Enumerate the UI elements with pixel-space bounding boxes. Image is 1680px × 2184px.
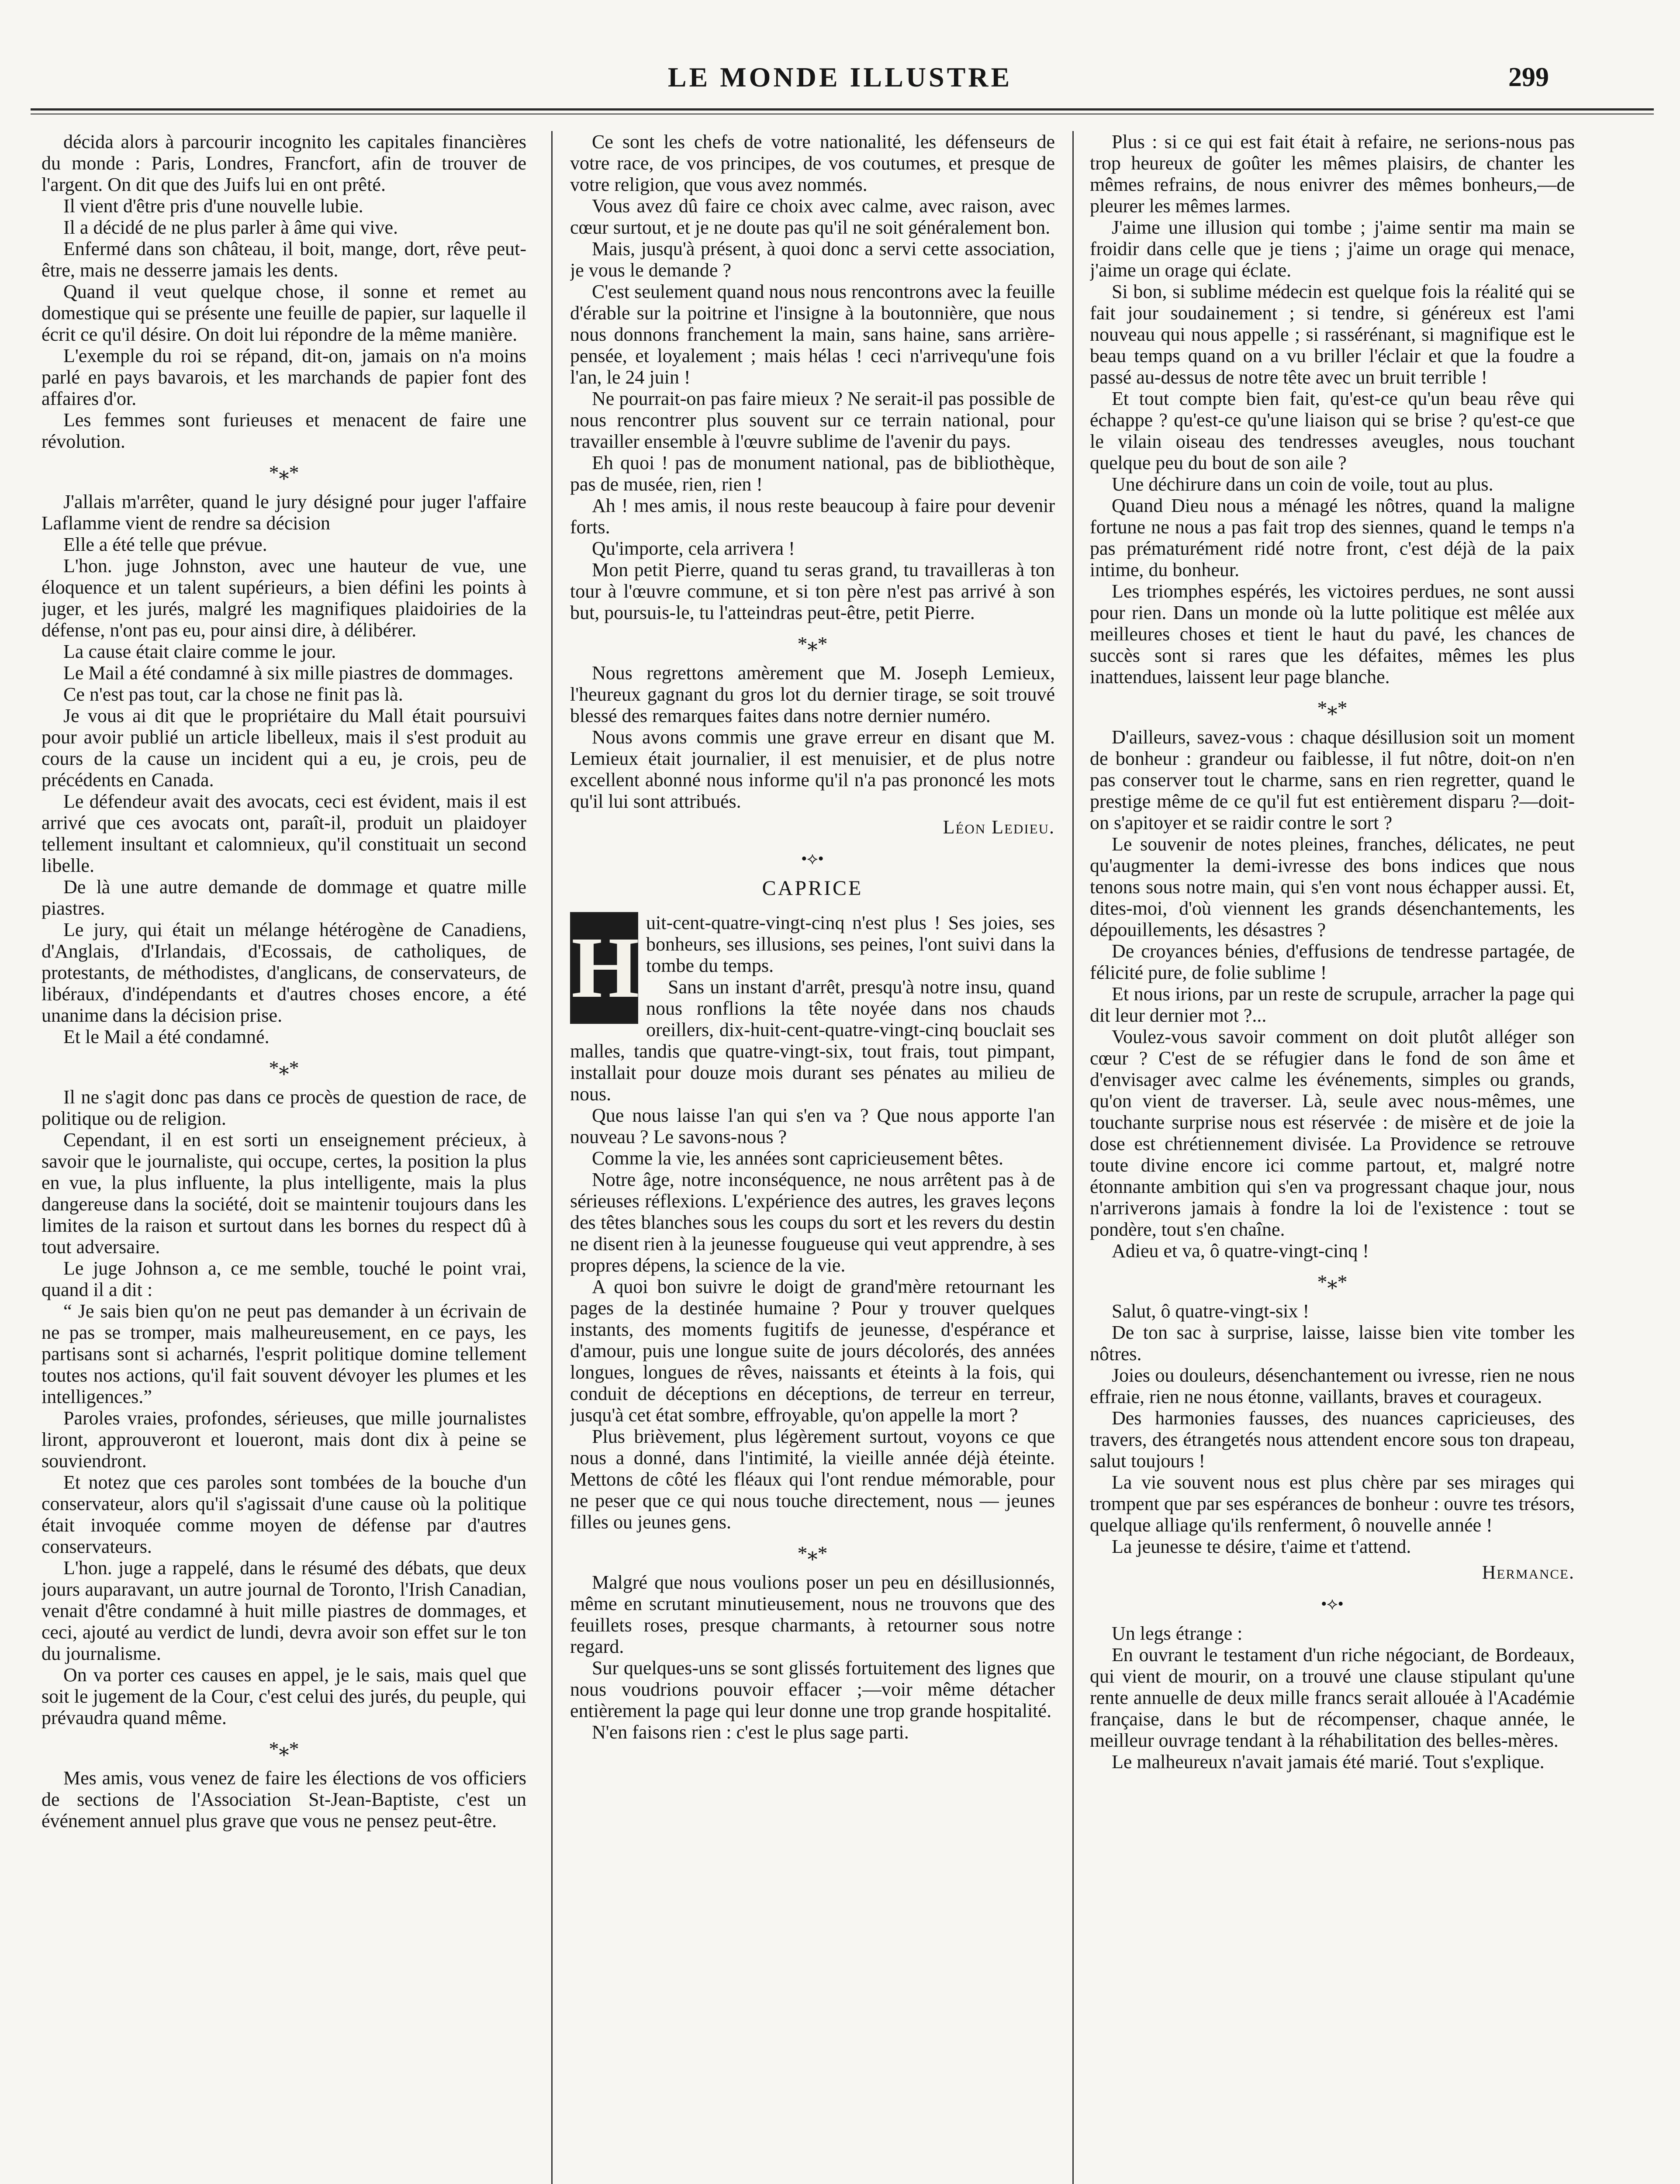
paragraph: Mais, jusqu'à présent, à quoi donc a servi cette association, je vous le demande ? [570, 238, 1055, 281]
paragraph: En ouvrant le testament d'un riche négociant, de Bordeaux, qui vient de mourir, on a trouvé une clause stipulant qu'une rente annuelle de deux mille francs serait allouée à l'Académie française, dans le but de récompenser, chaque année, le meilleur ouvrage tendant à la réhabilitation des belles-mères. [1090, 1644, 1575, 1751]
paragraph: Paroles vraies, profondes, sérieuses, que mille journalistes liront, approuveront et loueront, mais dont dix à peine se souviendront. [41, 1407, 526, 1472]
paragraph: La cause était claire comme le jour. [63, 641, 336, 662]
paragraph: Salut, ô quatre-vingt-six ! [1112, 1300, 1310, 1322]
column-1 [41, 131, 526, 2184]
column-2-chronicle [570, 131, 1055, 812]
paragraph: Voulez-vous savoir comment on doit plutôt alléger son cœur ? C'est de se réfugier dans le fond de son âme et d'envisager avec calme les événements, simples ou grands, qu'on vient de traverser. Là, seule avec nous-mêmes, une touchante surprise nous est réservée : de misère et de joie la dose est chrétiennement divisée. La Providence se retrouve toute divine encore ici comme partout, et, malgré notre étonnante ambition qui s'en va progressant chaque jour, nous n'arriverons jamais à fondre la loi de l'existence : tout se pondère, tout s'en chaîne. [1090, 1026, 1575, 1240]
paragraph: Le Mail a été condamné à six mille piastres de dommages. [63, 662, 514, 684]
paragraph: Quand il veut quelque chose, il sonne et remet au domestique qui se présente une feuille de papier, sur laquelle il écrit ce qu'il désire. On doit lui répondre de la même manière. [41, 281, 526, 345]
signature-leon-ledieu: Léon Ledieu. [943, 816, 1055, 838]
paragraph: Quand Dieu nous a ménagé les nôtres, quand la maligne fortune ne nous a pas fait trop des siennes, quand le temps n'a pas prématurément ridé notre front, c'est déjà de la paix intime, du bonheur. [1090, 495, 1575, 581]
asterism-separator: *⁎* [1317, 1271, 1348, 1293]
column-3 [1090, 131, 1575, 2184]
paragraph: Il a décidé de ne plus parler à âme qui vive. [63, 217, 398, 238]
asterism-separator: *⁎* [269, 1738, 299, 1760]
paragraph: Il vient d'être pris d'une nouvelle lubie. [63, 195, 363, 217]
paragraph: “ Je sais bien qu'on ne peut pas demander à un écrivain de ne pas se tromper, mais malheureusement, en ce pays, les partisans sont si acharnés, l'esprit politique domine tellement toutes nos actions, qu'il fait souvent dévoyer les plumes et les intelligences.” [41, 1300, 526, 1407]
paragraph: Ah ! mes amis, il nous reste beaucoup à faire pour devenir forts. [570, 495, 1055, 538]
paragraph: Nous regrettons amèrement que M. Joseph Lemieux, l'heureux gagnant du gros lot du dernier tirage, se soit trouvé blessé des remarques faites dans notre dernier numéro. [570, 662, 1055, 726]
paragraph: Ne pourrait-on pas faire mieux ? Ne serait-il pas possible de nous rencontrer plus souvent sur ce terrain national, pour travailler ensemble à l'œuvre sublime de l'avenir du pays. [570, 388, 1055, 452]
paragraph: Nous avons commis une grave erreur en disant que M. Lemieux était journalier, il est menuisier, et de plus notre excellent abonné nous informe qu'il n'a pas prononcé les mots qu'il lui sont attribués. [570, 726, 1055, 812]
column-3-caprice-cont [1090, 131, 1575, 1557]
drop-cap-letter: H [570, 912, 638, 1024]
paragraph: Ce n'est pas tout, car la chose ne finit pas là. [63, 684, 403, 705]
paragraph: J'aime une illusion qui tombe ; j'aime sentir ma main se froidir dans celle que je tiens ; j'aime un orage qui menace, j'aime un orage qui éclate. [1090, 217, 1575, 281]
article-title-caprice: CAPRICE [762, 877, 863, 900]
paragraph: Une déchirure dans un coin de voile, tout au plus. [1112, 473, 1493, 495]
paragraph: Malgré que nous voulions poser un peu en désillusionnés, même en scrutant minutieusement, nous ne trouvons que des feuillets roses, presque charmants, à retourner sous notre regard. [570, 1572, 1055, 1657]
paragraph: Un legs étrange : [1112, 1623, 1243, 1644]
column-3-legs-etrange [1090, 1623, 1575, 1773]
paragraph: Sur quelques-uns se sont glissés fortuitement des lignes que nous voudrions pouvoir effacer ;—voir même détacher entièrement la page qui leur donne une trop grande hospitalité. [570, 1657, 1055, 1721]
paragraph: Enfermé dans son château, il boit, mange, dort, rêve peut-être, mais ne desserre jamais les dents. [41, 238, 526, 281]
paragraph: Mes amis, vous venez de faire les élections de vos officiers de sections de l'Association St-Jean-Baptiste, c'est un événement annuel plus grave que vous ne pensez peut-être. [41, 1767, 526, 1832]
paragraph: Cependant, il en est sorti un enseignement précieux, à savoir que le journaliste, qui occupe, certes, la position la plus en vue, la plus influente, la plus intelligente, mais la plus dangereuse dans la société, doit se maintenir toujours dans les limites de la raison et surtout dans les bornes du respect dû à tout adversaire. [41, 1129, 526, 1258]
paragraph: Le souvenir de notes pleines, franches, délicates, ne peut qu'augmenter la demi-ivresse des bons indices que nous tenons sous notre main, qui s'en vont nous échapper aussi. Et, dites-moi, d'où viennent les grands désenchantements, les dépouillements, les désastres ? [1090, 833, 1575, 940]
asterism-separator: *⁎* [269, 461, 299, 484]
paragraph: C'est seulement quand nous nous rencontrons avec la feuille d'érable sur la poitrine et l'insigne à la boutonnière, que nous nous donnons franchement la main, sans haine, sans arrière-pensée, et loyalement ; mais hélas ! ceci n'arrivequ'une fois l'an, le 24 juin ! [570, 281, 1055, 388]
paragraph: L'hon. juge Johnston, avec une hauteur de vue, une éloquence et un talent supérieurs, a bien défini les points à juger, et les jurés, malgré les magnifiques plaidoiries de la défense, n'ont pas eu, pour ainsi dire, à délibérer. [41, 555, 526, 641]
asterism-separator: *⁎* [797, 1542, 828, 1564]
paragraph: Le malheureux n'avait jamais été marié. Tout s'explique. [1112, 1751, 1545, 1773]
asterism-separator: *⁎* [1317, 697, 1348, 719]
paragraph: Sans un instant d'arrêt, presqu'à notre insu, quand nous ronflions la tête noyée dans nos chauds oreillers, dix-huit-cent-quatre-vingt-cinq bouclait ses malles, tandis que quatre-vingt-six, tout frais, tout pimpant, installait pour douze mois durant ses pénates au milieu de nous. [570, 976, 1055, 1105]
caprice-first-paragraph: uit-cent-quatre-vingt-cinq n'est plus ! Ses joies, ses bonheurs, ses illusions, ses peines, l'ont suivi dans la tombe du temps. [646, 912, 1055, 976]
paragraph: D'ailleurs, savez-vous : chaque désillusion soit un moment de bonheur : grandeur ou faiblesse, il fut nôtre, doit-on n'en pas conserver tout le charme, sans en rien regretter, quand le prestige même de ce qu'il fut est entièrement disparu ?—doit-on s'apitoyer et se raidir contre le sort ? [1090, 726, 1575, 833]
paragraph: Joies ou douleurs, désenchantement ou ivresse, rien ne nous effraie, rien ne nous étonne, vaillants, braves et courageux. [1090, 1365, 1575, 1407]
paragraph: Et le Mail a été condamné. [63, 1026, 270, 1047]
paragraph: J'allais m'arrêter, quand le jury désigné pour juger l'affaire Laflamme vient de rendre sa décision [41, 491, 526, 534]
paragraph: On va porter ces causes en appel, je le sais, mais quel que soit le jugement de la Cour, c'est celui des jurés, du peuple, qui prévaudra quand même. [41, 1664, 526, 1728]
paragraph: Comme la vie, les années sont capricieusement bêtes. [592, 1147, 1004, 1169]
column-2-caprice [570, 976, 1055, 1743]
paragraph: Les femmes sont furieuses et menacent de faire une révolution. [41, 409, 526, 452]
paragraph: De là une autre demande de dommage et quatre mille piastres. [41, 876, 526, 919]
paragraph: N'en faisons rien : c'est le plus sage parti. [592, 1721, 909, 1743]
paragraph: Et tout compte bien fait, qu'est-ce qu'un beau rêve qui échappe ? qu'est-ce qu'une liaison qui se brise ? qu'est-ce que le vilain oiseau des tendresses aveugles, nous touchant quelque peu du bout de son aile ? [1090, 388, 1575, 473]
paragraph: Si bon, si sublime médecin est quelque fois la réalité qui se fait jour soudainement ; si tendre, si généreux est l'ami nouveau qui nous appelle ; si rassérénant, si magnifique est le beau temps quand on a vu briller l'éclair et que la foudre a passé au-dessus de notre tête avec un bruit terrible ! [1090, 281, 1575, 388]
paragraph: décida alors à parcourir incognito les capitales financières du monde : Paris, Londres, Francfort, afin de trouver de l'argent. On dit que des Juifs lui en ont prêté. [41, 131, 526, 195]
paragraph: Le défendeur avait des avocats, ceci est évident, mais il est arrivé que ces avocats ont, paraît-il, produit un plaidoyer tellement insultant et calomnieux, qu'il constituait un second libelle. [41, 791, 526, 876]
paragraph: Les triomphes espérés, les victoires perdues, ne sont aussi pour rien. Dans un monde où la lutte politique est mêlée aux meilleures choses et tient le haut du pavé, les chances de succès sont si rares que les défaites, mêmes les plus inattendues, laissent leur page blanche. [1090, 581, 1575, 688]
paragraph: Vous avez dû faire ce choix avec calme, avec raison, avec cœur surtout, et je ne doute pas qu'il ne soit généralement bon. [570, 195, 1055, 238]
paragraph: A quoi bon suivre le doigt de grand'mère retournant les pages de la destinée humaine ? Pour y trouver quelques instants, des moments fugitifs de jeunesse, d'espérance et d'amour, puis une longue suite de jours décolorés, des années longues, longues de rêves, naissants et éteints à la fois, qui conduit de déceptions en déceptions, de terreur en terreur, jusqu'à cet état sombre, effroyable, qu'on appelle la mort ? [570, 1276, 1055, 1426]
paragraph: Je vous ai dit que le propriétaire du Mall était poursuivi pour avoir publié un article libelleux, mais il s'est produit au cours de la cause un incident qui a eu, je crois, peu de précédents en Canada. [41, 705, 526, 791]
paragraph: Plus : si ce qui est fait était à refaire, ne serions-nous pas trop heureux de goûter les mêmes plaisirs, de chanter les mêmes refrains, de nous enivrer des mêmes bonheurs,—de pleurer les mêmes larmes. [1090, 131, 1575, 217]
paragraph: Mon petit Pierre, quand tu seras grand, tu travailleras à ton tour à l'œuvre commune, et si ton père n'est pas arrivé à son but, poursuis-le, tu l'atteindras peut-être, petit Pierre. [570, 559, 1055, 623]
masthead-title: LE MONDE ILLUSTRE [667, 62, 1013, 93]
paragraph: De croyances bénies, d'effusions de tendresse partagée, de félicité pure, de folie sublime ! [1090, 940, 1575, 983]
paragraph: Eh quoi ! pas de monument national, pas de bibliothèque, pas de musée, rien, rien ! [570, 452, 1055, 495]
page-number: 299 [1508, 62, 1549, 92]
paragraph: La vie souvent nous est plus chère par ses mirages qui trompent que par ses espérances de bonheur : ouvre tes trésors, quelque alliage qu'ils renferment, ô nouvelle année ! [1090, 1472, 1575, 1536]
paragraph: Le juge Johnson a, ce me semble, touché le point vrai, quand il a dit : [41, 1258, 526, 1300]
paragraph: Il ne s'agit donc pas dans ce procès de question de race, de politique ou de religion. [41, 1086, 526, 1129]
paragraph: Notre âge, notre inconséquence, ne nous arrêtent pas à de sérieuses réflexions. L'expérience des autres, les graves leçons des têtes blanches sous les coups du sort et les revers du destin ne disent rien à la jeunesse fougueuse qui veut apprendre, à ses propres dépens, la science de la vie. [570, 1169, 1055, 1276]
paragraph: L'hon. juge a rappelé, dans le résumé des débats, que deux jours auparavant, un autre journal de Toronto, l'Irish Canadian, venait d'être condamné à huit mille piastres de dommages, et ceci, ajouté au verdict de lundi, devra avoir son effet sur le ton du journalisme. [41, 1557, 526, 1664]
column-divider-1 [551, 131, 553, 2184]
paragraph: Et nous irions, par un reste de scrupule, arracher la page qui dit leur dernier mot ?... [1090, 983, 1575, 1026]
paragraph: Adieu et va, ô quatre-vingt-cinq ! [1112, 1240, 1369, 1261]
paragraph: Plus brièvement, plus légèrement surtout, voyons ce que nous a donné, dans l'intimité, la vieille année déjà éteinte. Mettons de côté les fléaux qui l'ont rendue mémorable, pour ne peser que ce qui nous touche directement, nous — jeunes filles ou jeunes gens. [570, 1426, 1055, 1533]
header-rule [31, 108, 1654, 111]
asterism-separator: *⁎* [269, 1057, 299, 1079]
paragraph: Qu'importe, cela arrivera ! [592, 538, 795, 559]
paragraph: Ce sont les chefs de votre nationalité, les défenseurs de votre race, de vos principes, de vos coutumes, et presque de votre religion, que vous avez nommés. [570, 131, 1055, 195]
paragraph: Des harmonies fausses, des nuances capricieuses, des travers, des étrangetés nous attendent encore sous ton drapeau, salut toujours ! [1090, 1407, 1575, 1472]
ornament-divider-2: •⟡• [1321, 1595, 1344, 1613]
paragraph: De ton sac à surprise, laisse, laisse bien vite tomber les nôtres. [1090, 1322, 1575, 1365]
asterism-separator: *⁎* [797, 632, 828, 655]
paragraph: Elle a été telle que prévue. [63, 534, 267, 555]
paragraph: La jeunesse te désire, t'aime et t'attend. [1112, 1536, 1411, 1557]
column-divider-2 [1072, 131, 1074, 2184]
signature-hermance: Hermance. [1482, 1562, 1575, 1583]
paragraph: Le jury, qui était un mélange hétérogène de Canadiens, d'Anglais, d'Irlandais, d'Ecossais, de catholiques, de protestants, de méthodistes, d'anglicans, de conservateurs, de libéraux, d'indépendants et d'autres choses encore, a été unanime dans la décision prise. [41, 919, 526, 1026]
column-2 [570, 131, 1055, 2184]
paragraph: Que nous laisse l'an qui s'en va ? Que nous apporte l'an nouveau ? Le savons-nous ? [570, 1105, 1055, 1147]
ornament-divider: •⟡• [801, 850, 824, 868]
paragraph: L'exemple du roi se répand, dit-on, jamais on n'a moins parlé en pays bavarois, et les marchands de papier font des affaires d'or. [41, 345, 526, 409]
paragraph: Et notez que ces paroles sont tombées de la bouche d'un conservateur, alors qu'il s'agissait d'une cause où la politique était invoquée comme moyen de défense par d'autres conservateurs. [41, 1472, 526, 1557]
